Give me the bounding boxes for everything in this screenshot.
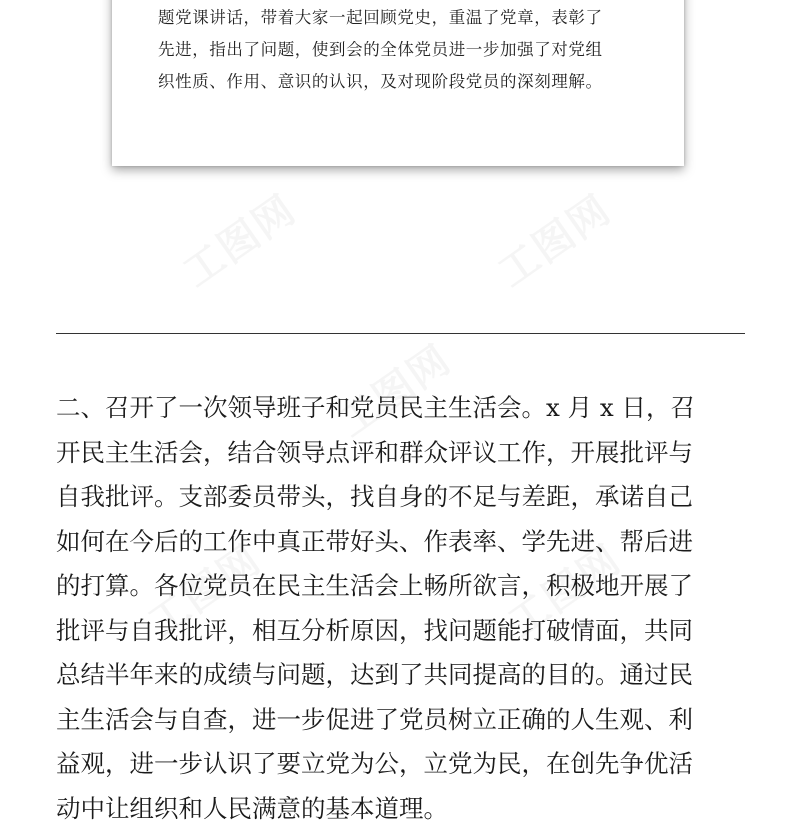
body-line-10: 动中让组织和人民满意的基本道理。 <box>56 787 756 831</box>
body-line-2: 开民主生活会，结合领导点评和群众评议工作，开展批评与 <box>56 431 756 476</box>
document-page-card <box>112 0 684 166</box>
body-line-1: 二、召开了一次领导班子和党员民主生活会。x 月 x 日，召 <box>56 386 756 431</box>
watermark: 工图网 <box>495 529 631 648</box>
watermark: 工图网 <box>485 179 621 298</box>
body-line-4: 如何在今后的工作中真正带好头、作表率、学先进、帮后进 <box>56 520 756 565</box>
watermark: 工图网 <box>170 179 306 298</box>
card-paragraph <box>158 2 648 98</box>
body-line-9: 益观，进一步认识了要立党为公，立党为民，在创先争优活 <box>56 742 756 787</box>
body-paragraph <box>56 386 756 831</box>
card-line-3: 织性质、作用、意识的认识，及对现阶段党员的深刻理解。 <box>158 66 648 98</box>
card-line-2: 先进，指出了问题，使到会的全体党员进一步加强了对党组 <box>158 34 648 66</box>
body-line-5: 的打算。各位党员在民主生活会上畅所欲言，积极地开展了 <box>56 564 756 609</box>
card-line-1: 题党课讲话，带着大家一起回顾党史，重温了党章，表彰了 <box>158 2 648 34</box>
body-line-3: 自我批评。支部委员带头，找自身的不足与差距，承诺自己 <box>56 475 756 520</box>
section-divider <box>56 333 745 334</box>
body-line-7: 总结半年来的成绩与问题，达到了共同提高的目的。通过民 <box>56 653 756 698</box>
watermark: 工图网 <box>135 529 271 648</box>
body-line-6: 批评与自我批评，相互分析原因，找问题能打破情面，共同 <box>56 609 756 654</box>
watermark: 工图网 <box>325 329 461 448</box>
body-line-8: 主生活会与自查，进一步促进了党员树立正确的人生观、利 <box>56 698 756 743</box>
